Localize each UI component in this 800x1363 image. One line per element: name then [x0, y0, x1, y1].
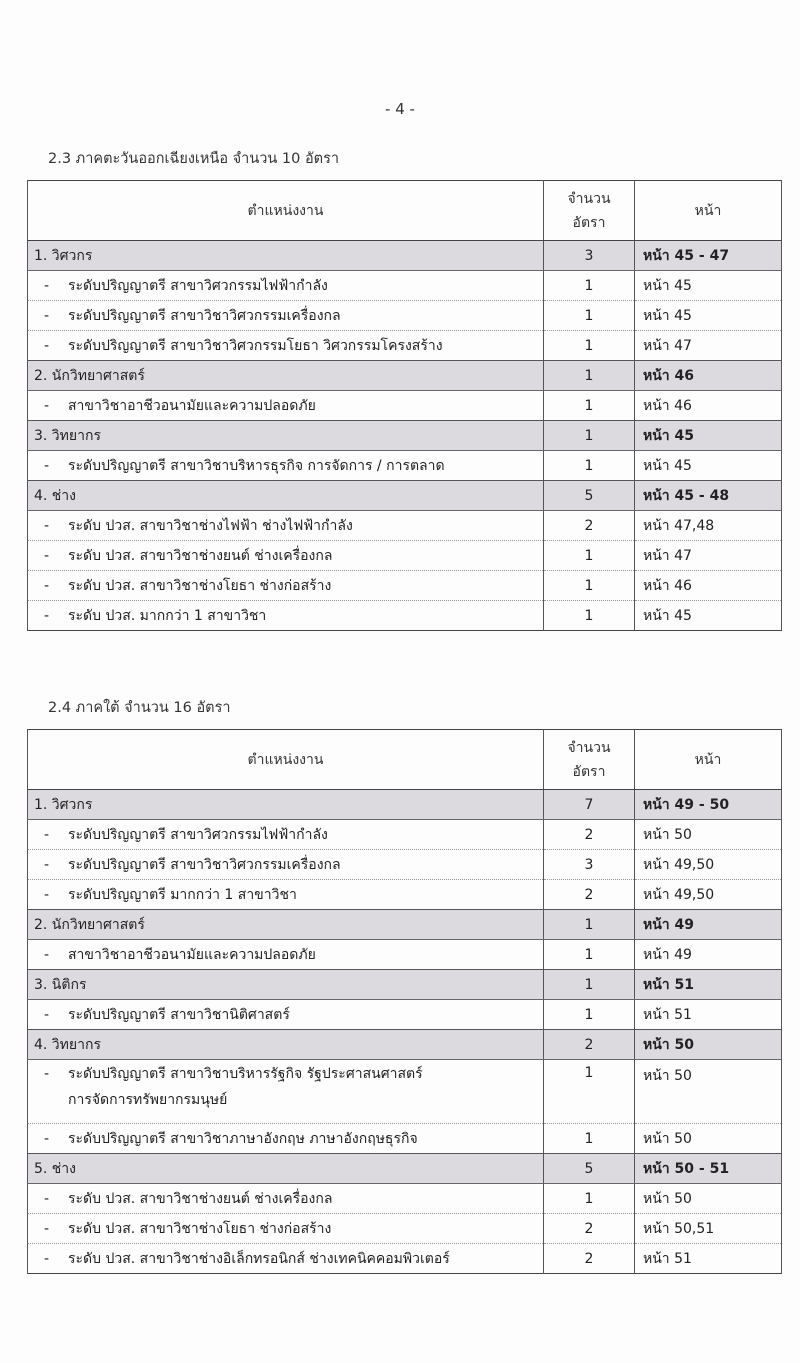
- position-cell: [28, 301, 544, 331]
- position-label-line1: ระดับปริญญาตรี สาขาวิชาวิศวกรรมเครื่องกล: [68, 307, 341, 324]
- count-cell: 1: [544, 361, 635, 391]
- position-label: [68, 1221, 331, 1237]
- page-ref-cell: หน้า 50 - 51: [635, 1154, 782, 1184]
- header-page: หน้า: [635, 730, 782, 790]
- position-label-wrap: [28, 944, 535, 966]
- count-cell: 5: [544, 1154, 635, 1184]
- page-ref-cell: หน้า 45 - 48: [635, 481, 782, 511]
- header-count-line1: จำนวน: [567, 190, 611, 207]
- position-label: [68, 518, 353, 534]
- position-cell: [28, 1244, 544, 1274]
- count-cell: 1: [544, 571, 635, 601]
- bullet-dash: -: [44, 1066, 50, 1082]
- bullet-dash: -: [44, 946, 50, 963]
- category-row: [28, 361, 782, 391]
- position-row: [28, 541, 782, 571]
- header-count-line2: อัตรา: [572, 214, 606, 231]
- position-cell: [28, 451, 544, 481]
- position-row: [28, 331, 782, 361]
- count-cell: 3: [544, 241, 635, 271]
- position-label-line1: ระดับปริญญาตรี สาขาวิชาบริหารธุรกิจ การจัดการ / การตลาด: [68, 457, 445, 474]
- section-title-northeast: 2.3 ภาคตะวันออกเฉียงเหนือ จำนวน 10 อัตรา: [48, 151, 340, 167]
- page-ref-cell: หน้า 47,48: [635, 511, 782, 541]
- page-ref-cell: หน้า 46: [635, 391, 782, 421]
- count-cell: 2: [544, 820, 635, 850]
- header-count-line2: อัตรา: [572, 763, 606, 780]
- header-count: [544, 181, 635, 241]
- position-cell: [28, 271, 544, 301]
- page-ref-cell: หน้า 46: [635, 361, 782, 391]
- table-header-row: [28, 730, 782, 790]
- count-cell: 1: [544, 1124, 635, 1154]
- position-cell: [28, 940, 544, 970]
- position-label-line1: ระดับปริญญาตรี สาขาวิชาวิศวกรรมเครื่องกล: [68, 856, 341, 873]
- bullet-dash: -: [44, 1220, 50, 1237]
- page-ref-cell: หน้า 47: [635, 541, 782, 571]
- bullet-dash: -: [44, 277, 50, 294]
- category-label: 2. นักวิทยาศาสตร์: [34, 916, 145, 933]
- page-number: - 4 -: [385, 100, 415, 118]
- position-cell: [28, 421, 544, 451]
- count-cell: 2: [544, 1214, 635, 1244]
- header-position: ตำแหน่งงาน: [28, 181, 544, 241]
- bullet-dash: -: [44, 547, 50, 564]
- position-label-line1: สาขาวิชาอาชีวอนามัยและความปลอดภัย: [68, 397, 316, 414]
- position-row: [28, 1060, 782, 1124]
- category-row: [28, 481, 782, 511]
- category-label: 5. ช่าง: [34, 1160, 77, 1177]
- position-cell: [28, 1154, 544, 1184]
- page-ref-cell: หน้า 50: [635, 1184, 782, 1214]
- category-row: [28, 421, 782, 451]
- position-label: [68, 1251, 450, 1267]
- section-title-south: 2.4 ภาคใต้ จำนวน 16 อัตรา: [48, 700, 231, 716]
- bullet-dash: -: [44, 1006, 50, 1023]
- count-cell: 1: [544, 1184, 635, 1214]
- page-ref-cell: หน้า 49: [635, 940, 782, 970]
- position-label-line1: ระดับปริญญาตรี สาขาวิชาวิศวกรรมโยธา วิศวกรรมโครงสร้าง: [68, 337, 443, 354]
- position-label-wrap: [28, 824, 535, 846]
- position-label-wrap: [28, 275, 535, 297]
- jobs-table-body: [28, 241, 782, 631]
- position-row: [28, 1244, 782, 1274]
- page-ref-cell: หน้า 49,50: [635, 880, 782, 910]
- category-row: [28, 970, 782, 1000]
- position-label-line1: ระดับ ปวส. มากกว่า 1 สาขาวิชา: [68, 607, 267, 624]
- header-position: ตำแหน่งงาน: [28, 730, 544, 790]
- count-cell: 2: [544, 1244, 635, 1274]
- count-cell: 2: [544, 880, 635, 910]
- category-row: [28, 1154, 782, 1184]
- position-label: [68, 1007, 290, 1023]
- position-label: [68, 278, 328, 294]
- count-cell: 1: [544, 391, 635, 421]
- position-row: [28, 391, 782, 421]
- count-cell: 1: [544, 910, 635, 940]
- position-label-wrap: [28, 395, 535, 417]
- category-row: [28, 241, 782, 271]
- position-label: [68, 548, 332, 564]
- page-ref-cell: หน้า 45: [635, 271, 782, 301]
- bullet-dash: -: [44, 457, 50, 474]
- position-label-wrap: [28, 1248, 535, 1270]
- count-cell: 7: [544, 790, 635, 820]
- position-label-line1: ระดับ ปวส. สาขาวิชาช่างยนต์ ช่างเครื่องกล: [68, 547, 333, 564]
- position-row: [28, 1000, 782, 1030]
- position-row: [28, 1184, 782, 1214]
- bullet-dash: -: [44, 397, 50, 414]
- position-label-wrap: [28, 1061, 535, 1113]
- position-row: [28, 880, 782, 910]
- position-cell: [28, 1030, 544, 1060]
- position-label-wrap: [28, 455, 535, 477]
- position-label: [68, 308, 341, 324]
- bullet-dash: -: [44, 856, 50, 873]
- position-label-wrap: [28, 854, 535, 876]
- position-label: [68, 1191, 332, 1207]
- jobs-table-south: [27, 729, 782, 1274]
- position-cell: [28, 331, 544, 361]
- position-cell: [28, 391, 544, 421]
- page-ref-cell: หน้า 50: [635, 1030, 782, 1060]
- position-label-wrap: [28, 1218, 535, 1240]
- position-label-wrap: [28, 575, 535, 597]
- position-label-line1: ระดับ ปวส. สาขาวิชาช่างยนต์ ช่างเครื่องกล: [68, 1190, 333, 1207]
- page-ref-cell: หน้า 50: [635, 820, 782, 850]
- position-cell: [28, 910, 544, 940]
- jobs-table-body: [28, 790, 782, 1274]
- position-cell: [28, 970, 544, 1000]
- category-label: 4. ช่าง: [34, 487, 77, 504]
- category-label: 3. นิติกร: [34, 976, 87, 993]
- header-count: [544, 730, 635, 790]
- jobs-table-northeast: [27, 180, 782, 631]
- bullet-dash: -: [44, 1130, 50, 1147]
- bullet-dash: -: [44, 577, 50, 594]
- page-ref-cell: หน้า 45 - 47: [635, 241, 782, 271]
- page-ref-cell: หน้า 49,50: [635, 850, 782, 880]
- page-ref-cell: หน้า 50,51: [635, 1214, 782, 1244]
- position-cell: [28, 481, 544, 511]
- bullet-dash: -: [44, 1190, 50, 1207]
- count-cell: 1: [544, 970, 635, 1000]
- position-label: [68, 887, 297, 903]
- bullet-dash: -: [44, 607, 50, 624]
- count-cell: 1: [544, 271, 635, 301]
- count-cell: 1: [544, 601, 635, 631]
- position-cell: [28, 241, 544, 271]
- category-label: 1. วิศวกร: [34, 796, 93, 813]
- page-ref-cell: หน้า 49 - 50: [635, 790, 782, 820]
- position-label: [68, 458, 445, 474]
- position-label-line1: ระดับปริญญาตรี สาขาวิศวกรรมไฟฟ้ากำลัง: [68, 277, 328, 294]
- bullet-dash: -: [44, 307, 50, 324]
- count-cell: 1: [544, 451, 635, 481]
- position-row: [28, 271, 782, 301]
- position-row: [28, 451, 782, 481]
- position-cell: [28, 571, 544, 601]
- position-cell: [28, 880, 544, 910]
- bullet-dash: -: [44, 826, 50, 843]
- position-row: [28, 571, 782, 601]
- position-cell: [28, 601, 544, 631]
- count-cell: 1: [544, 331, 635, 361]
- count-cell: 1: [544, 1000, 635, 1030]
- position-label: [68, 1131, 418, 1147]
- page-ref-cell: หน้า 45: [635, 601, 782, 631]
- count-cell: 1: [544, 1060, 635, 1124]
- position-cell: [28, 820, 544, 850]
- page-ref-cell: หน้า 51: [635, 1244, 782, 1274]
- position-label-line1: ระดับปริญญาตรี สาขาวิศวกรรมไฟฟ้ากำลัง: [68, 826, 328, 843]
- position-label-wrap: [28, 335, 535, 357]
- page-ref-cell: หน้า 46: [635, 571, 782, 601]
- bullet-dash: -: [44, 886, 50, 903]
- position-label-line1: ระดับปริญญาตรี สาขาวิชาภาษาอังกฤษ ภาษาอังกฤษธุรกิจ: [68, 1130, 418, 1147]
- page-ref-cell: หน้า 51: [635, 970, 782, 1000]
- count-cell: 3: [544, 850, 635, 880]
- count-cell: 2: [544, 511, 635, 541]
- category-label: 3. วิทยากร: [34, 427, 101, 444]
- category-row: [28, 910, 782, 940]
- position-label-wrap: [28, 1188, 535, 1210]
- position-label-line2: การจัดการทรัพยากรมนุษย์: [68, 1092, 228, 1108]
- position-row: [28, 820, 782, 850]
- position-label-wrap: [28, 515, 535, 537]
- count-cell: 1: [544, 301, 635, 331]
- position-row: [28, 1214, 782, 1244]
- position-label-line1: ระดับปริญญาตรี สาขาวิชาบริหารรัฐกิจ รัฐประศาสนศาสตร์: [68, 1066, 423, 1082]
- bullet-dash: -: [44, 1250, 50, 1267]
- position-label-line1: ระดับ ปวส. สาขาวิชาช่างโยธา ช่างก่อสร้าง: [68, 577, 332, 594]
- category-label: 1. วิศวกร: [34, 247, 93, 264]
- position-label: [68, 857, 341, 873]
- position-label: [68, 1061, 423, 1113]
- position-label-line1: สาขาวิชาอาชีวอนามัยและความปลอดภัย: [68, 946, 316, 963]
- position-label-line1: ระดับปริญญาตรี สาขาวิชานิติศาสตร์: [68, 1006, 290, 1023]
- bullet-dash: -: [44, 517, 50, 534]
- count-cell: 1: [544, 940, 635, 970]
- category-label: 4. วิทยากร: [34, 1036, 101, 1053]
- category-label: 2. นักวิทยาศาสตร์: [34, 367, 145, 384]
- page-ref-cell: หน้า 50: [635, 1124, 782, 1154]
- header-count-line1: จำนวน: [567, 739, 611, 756]
- position-cell: [28, 1124, 544, 1154]
- position-row: [28, 601, 782, 631]
- position-cell: [28, 1060, 544, 1124]
- count-cell: 2: [544, 1030, 635, 1060]
- position-label-wrap: [28, 884, 535, 906]
- table-header-row: [28, 181, 782, 241]
- position-label-line1: ระดับปริญญาตรี มากกว่า 1 สาขาวิชา: [68, 886, 297, 903]
- position-cell: [28, 1214, 544, 1244]
- page-ref-cell: หน้า 47: [635, 331, 782, 361]
- position-label-wrap: [28, 1128, 535, 1150]
- count-cell: 5: [544, 481, 635, 511]
- bullet-dash: -: [44, 337, 50, 354]
- page-ref-cell: หน้า 45: [635, 451, 782, 481]
- position-cell: [28, 790, 544, 820]
- position-label: [68, 398, 316, 414]
- position-label: [68, 608, 266, 624]
- position-cell: [28, 1000, 544, 1030]
- count-cell: 1: [544, 541, 635, 571]
- position-label-wrap: [28, 305, 535, 327]
- position-label-line1: ระดับ ปวส. สาขาวิชาช่างไฟฟ้า ช่างไฟฟ้ากำลัง: [68, 517, 353, 534]
- position-label-wrap: [28, 545, 535, 567]
- position-cell: [28, 361, 544, 391]
- page-ref-cell: หน้า 45: [635, 421, 782, 451]
- position-cell: [28, 1184, 544, 1214]
- position-row: [28, 940, 782, 970]
- header-page: หน้า: [635, 181, 782, 241]
- position-row: [28, 1124, 782, 1154]
- page-ref-cell: หน้า 51: [635, 1000, 782, 1030]
- position-label-wrap: [28, 1004, 535, 1026]
- count-cell: 1: [544, 421, 635, 451]
- page-ref-cell: หน้า 45: [635, 301, 782, 331]
- position-label-wrap: [28, 605, 535, 627]
- position-cell: [28, 850, 544, 880]
- category-row: [28, 790, 782, 820]
- category-row: [28, 1030, 782, 1060]
- position-cell: [28, 541, 544, 571]
- position-cell: [28, 511, 544, 541]
- position-row: [28, 511, 782, 541]
- position-label-line1: ระดับ ปวส. สาขาวิชาช่างอิเล็กทรอนิกส์ ช่างเทคนิคคอมพิวเตอร์: [68, 1250, 450, 1267]
- position-label: [68, 578, 331, 594]
- page-ref-cell: หน้า 50: [635, 1060, 782, 1124]
- position-row: [28, 850, 782, 880]
- position-label: [68, 338, 443, 354]
- page-ref-cell: หน้า 49: [635, 910, 782, 940]
- position-label: [68, 827, 328, 843]
- position-label: [68, 947, 316, 963]
- position-label-line1: ระดับ ปวส. สาขาวิชาช่างโยธา ช่างก่อสร้าง: [68, 1220, 332, 1237]
- position-row: [28, 301, 782, 331]
